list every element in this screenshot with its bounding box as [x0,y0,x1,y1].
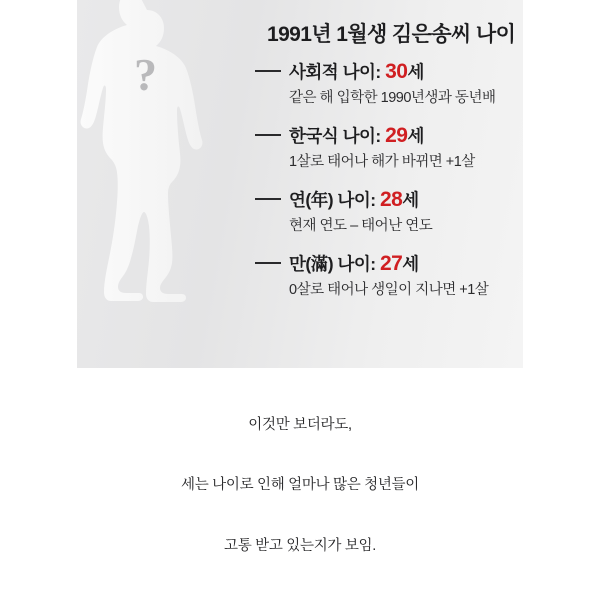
age-entry-heading [289,186,517,214]
silhouette-illustration [77,0,227,368]
dash-icon [255,70,281,72]
age-entry-year [255,186,517,237]
age-entry-number: 30 [385,60,408,83]
age-entry-label: 한국식 나이: [289,125,381,146]
age-entry-label: 사회적 나이: [289,62,381,82]
dash-icon [255,262,281,264]
age-entry-full [255,250,517,301]
age-entry-korean [255,122,517,173]
age-entry-list [255,58,517,314]
caption-line: 이것만 보더라도, [248,417,352,433]
card-title: 1991년 1월생 김은송씨 나이 [267,23,516,46]
age-infographic-card [77,0,523,368]
caption-line: 세는 나이로 인해 얼마나 많은 청년들이 [181,477,419,494]
age-entry-unit: 세 [402,253,419,274]
question-mark-icon: ? [134,49,157,100]
age-entry-unit: 세 [407,62,424,82]
age-entry-social [255,58,517,109]
age-entry-heading [289,250,517,278]
age-entry-unit: 세 [402,189,419,210]
age-entry-description: 같은 해 입학한 1990년생과 동년배 [289,90,496,107]
age-entry-description: 현재 연도 – 태어난 연도 [289,218,433,235]
age-entry-description: 0살로 태어나 생일이 지나면 +1살 [289,282,489,299]
dash-icon [255,134,281,136]
age-entry-unit: 세 [407,125,424,146]
age-entry-label: 연(年) 나이: [289,189,376,210]
age-entry-heading [289,122,517,150]
age-entry-number: 28 [379,187,403,211]
age-entry-label: 만(滿) 나이: [289,253,376,274]
age-entry-heading [289,58,517,86]
age-entry-description: 1살로 태어나 해가 바뀌면 +1살 [289,154,475,171]
caption-line: 고통 받고 있는지가 보임. [224,537,376,554]
age-entry-number: 27 [379,251,403,275]
caption-block [0,415,600,556]
dash-icon [255,198,281,200]
age-entry-number: 29 [385,123,408,147]
